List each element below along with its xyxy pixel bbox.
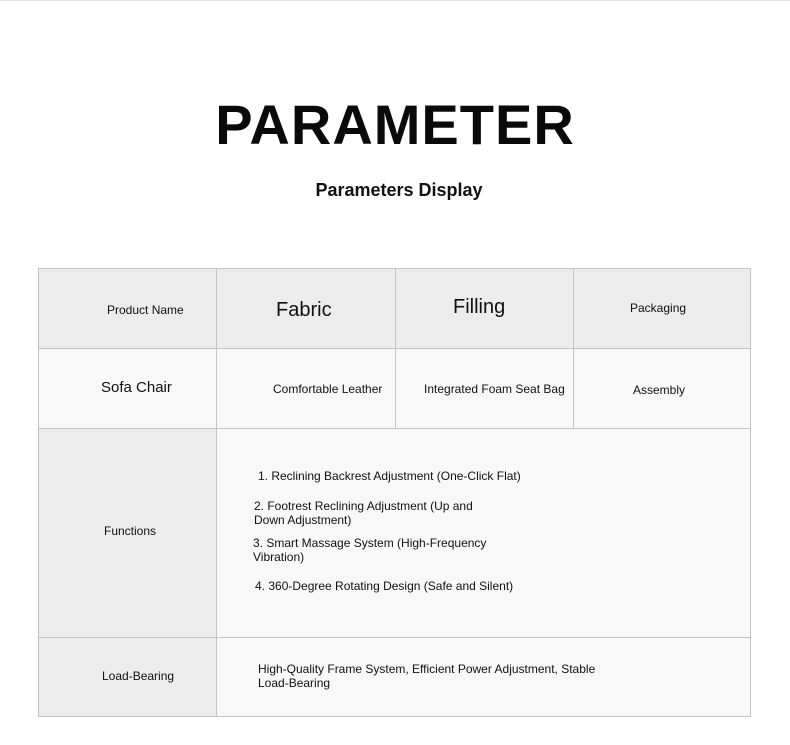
function-item: 4. 360-Degree Rotating Design (Safe and Silent): [255, 579, 514, 593]
product-name-value: Sofa Chair: [101, 379, 172, 396]
cell-functions-list: [217, 429, 750, 638]
cell-fabric-label: [217, 269, 396, 349]
filling-label: Filling: [453, 296, 506, 318]
product-name-label: Product Name: [107, 303, 184, 317]
page-subtitle: Parameters Display: [315, 180, 483, 200]
cell-functions-label: [39, 429, 217, 638]
filling-value: Integrated Foam Seat Bag: [424, 382, 565, 396]
page-title: PARAMETER: [215, 93, 575, 156]
function-item: 3. Smart Massage System (High-Frequency Vibration): [253, 536, 487, 564]
cell-product-name-value: [39, 349, 217, 429]
packaging-value: Assembly: [633, 383, 686, 397]
load-bearing-value: High-Quality Frame System, Efficient Power Adjustment, Stable Load-Bearing: [258, 662, 596, 690]
cell-product-name-label: [39, 269, 217, 349]
function-item: 1. Reclining Backrest Adjustment (One-Click Flat): [258, 469, 521, 483]
cell-packaging-label: [574, 269, 750, 349]
cell-fabric-value: [217, 349, 396, 429]
cell-packaging-value: [574, 349, 750, 429]
parameter-table: [38, 268, 751, 717]
load-bearing-label: Load-Bearing: [102, 669, 175, 683]
top-divider: [0, 0, 790, 1]
fabric-label: Fabric: [276, 299, 332, 321]
cell-load-bearing-label: [39, 638, 217, 716]
cell-filling-value: [396, 349, 574, 429]
cell-filling-label: [396, 269, 574, 349]
cell-load-bearing-value: [217, 638, 750, 716]
packaging-label: Packaging: [630, 301, 687, 315]
function-item: 2. Footrest Reclining Adjustment (Up and Down Adjustment): [254, 499, 473, 527]
functions-label: Functions: [104, 524, 157, 538]
fabric-value: Comfortable Leather: [273, 382, 383, 396]
